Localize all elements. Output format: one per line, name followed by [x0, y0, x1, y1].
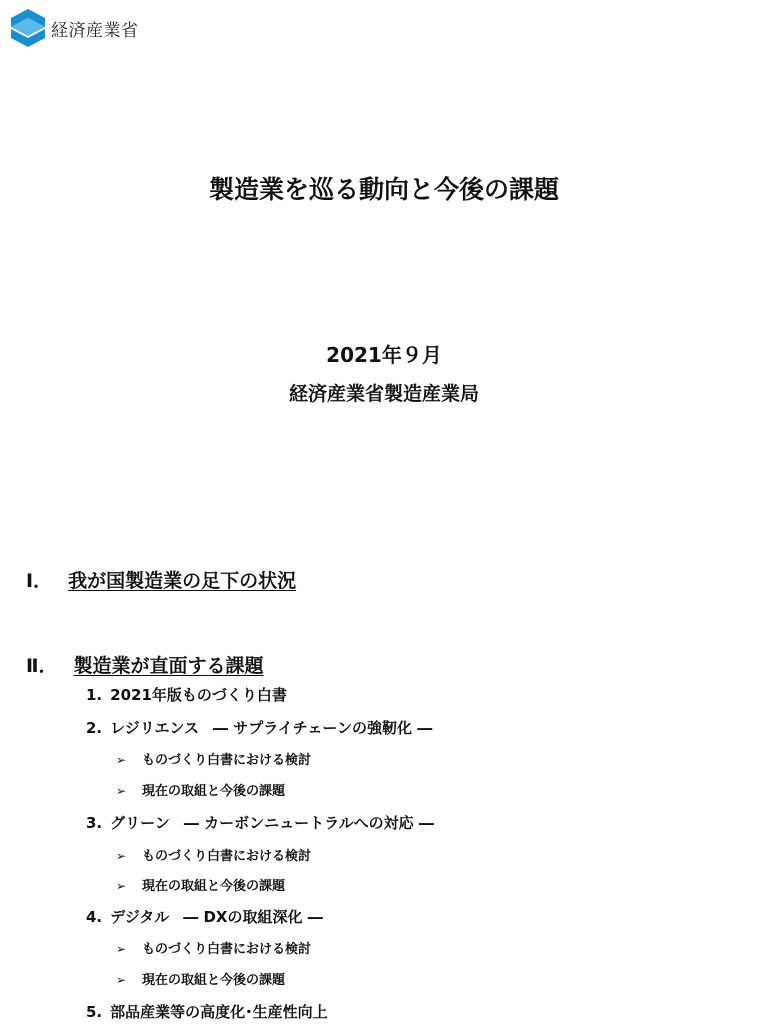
section-number: Ⅰ．: [26, 570, 53, 592]
bullet-label: 現在の取組と今後の課題: [142, 784, 286, 799]
item-label: レジリエンス: [110, 719, 200, 737]
toc-bullet: [116, 938, 311, 957]
arrow-bullet-icon: ➢: [116, 942, 127, 956]
arrow-bullet-icon: ➢: [116, 849, 127, 863]
meti-logo-icon: [10, 8, 46, 48]
toc-bullet: [116, 875, 285, 894]
toc-bullet: [116, 845, 311, 864]
section-number: Ⅱ．: [26, 655, 58, 677]
item-label: デジタル: [110, 908, 170, 926]
bullet-label: ものづくり白書における検討: [142, 753, 312, 768]
item-label: 2021年版ものづくり白書: [110, 686, 287, 704]
item-number: 4.: [86, 908, 103, 926]
toc-bullet: [116, 780, 285, 799]
logo-text: 経済産業省: [51, 20, 139, 41]
section-label: 製造業が直面する課題: [73, 655, 264, 677]
item-subtitle: ― DXの取組深化 ―: [183, 908, 323, 926]
section-2: [26, 651, 264, 678]
item-number: 3.: [86, 814, 103, 832]
arrow-bullet-icon: ➢: [116, 784, 127, 798]
toc-item-1: [86, 684, 287, 705]
item-number: 2.: [86, 719, 103, 737]
item-subtitle: ― サプライチェーンの強靭化 ―: [213, 719, 433, 737]
item-label: グリーン: [110, 814, 170, 832]
item-label: 部品産業等の高度化･生産性向上: [110, 1003, 328, 1021]
arrow-bullet-icon: ➢: [116, 879, 127, 893]
bullet-label: ものづくり白書における検討: [142, 849, 312, 864]
toc-item-5: [86, 1001, 328, 1022]
item-subtitle: ― カーボンニュートラルへの対応 ―: [183, 814, 434, 832]
organization: 経済産業省製造産業局: [288, 383, 479, 405]
toc-item-2: [86, 717, 432, 738]
bullet-label: 現在の取組と今後の課題: [142, 879, 286, 894]
section-1: [26, 566, 296, 593]
arrow-bullet-icon: ➢: [116, 973, 127, 987]
page-title: 製造業を巡る動向と今後の課題: [208, 175, 559, 204]
item-number: 5.: [86, 1003, 103, 1021]
meti-logo: [10, 8, 139, 48]
toc-bullet: [116, 749, 311, 768]
toc-item-4: [86, 906, 323, 927]
arrow-bullet-icon: ➢: [116, 753, 127, 767]
item-number: 1.: [86, 686, 103, 704]
publication-date: 2021年９月: [326, 343, 442, 367]
bullet-label: 現在の取組と今後の課題: [142, 973, 286, 988]
toc-bullet: [116, 969, 285, 988]
toc-item-3: [86, 812, 434, 833]
section-label: 我が国製造業の足下の状況: [68, 570, 297, 592]
bullet-label: ものづくり白書における検討: [142, 942, 312, 957]
